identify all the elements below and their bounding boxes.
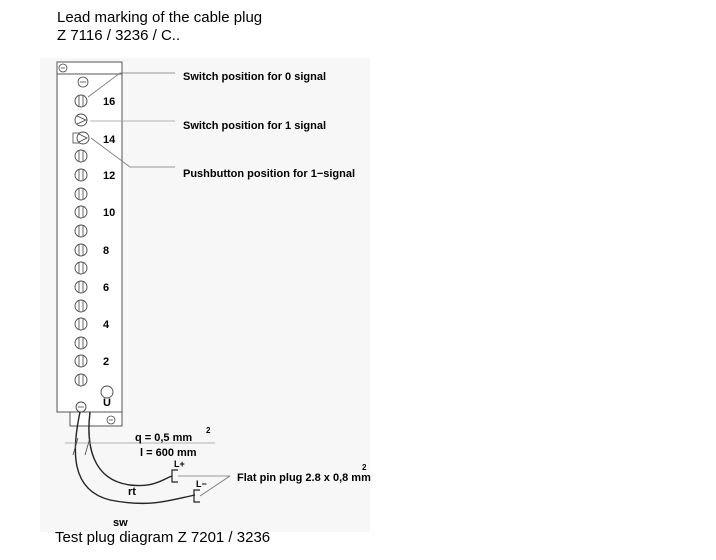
pin-number-2: 2	[103, 356, 110, 368]
pin-contact-icon	[75, 374, 87, 386]
wire-sw-label: sw	[113, 517, 128, 529]
cable-length: l = 600 mm	[140, 447, 197, 459]
pin-number-12: 12	[103, 170, 116, 182]
pin-contact-icon	[75, 355, 87, 367]
plug-lplus-label: L+	[174, 459, 185, 469]
plug-lminus-label: L−	[196, 479, 207, 489]
pin-contact-icon	[75, 262, 87, 274]
callout-pushbutton: Pushbutton position for 1−signal	[183, 168, 356, 180]
callout-switch0: Switch position for 0 signal	[183, 71, 327, 83]
pin-number-10: 10	[103, 207, 116, 219]
pin-number-16: 16	[103, 96, 116, 108]
pin-contact-icon	[75, 150, 87, 162]
pin-contact-icon	[75, 281, 87, 293]
pin-contact-icon	[75, 169, 87, 181]
pin-contact-icon	[75, 337, 87, 349]
cable-cross-section-exp: 2	[206, 426, 211, 435]
footer-caption: Test plug diagram Z 7201 / 3236	[55, 529, 271, 546]
pin-number-6: 6	[103, 282, 110, 294]
pin-contact-icon	[75, 188, 87, 200]
title-line-2: Z 7116 / 3236 / C..	[57, 27, 181, 44]
lower-screw-icon	[76, 402, 86, 412]
switch1-contact-icon	[75, 114, 87, 126]
callout-switch1: Switch position for 1 signal	[183, 120, 327, 132]
pin-u-label: U	[103, 397, 111, 409]
title-line-1: Lead marking of the cable plug	[57, 9, 263, 26]
pin-contact-icon	[75, 318, 87, 330]
pushbutton-contact-icon	[73, 132, 89, 144]
cable-cross-section: q = 0,5 mm	[135, 432, 193, 444]
flat-pin-exp: 2	[362, 463, 367, 472]
pin-number-4: 4	[103, 319, 110, 331]
wire-rt-label: rt	[128, 486, 136, 498]
flat-pin-label: Flat pin plug 2.8 x 0,8 mm	[237, 472, 371, 484]
pin-contact-icon	[75, 244, 87, 256]
plug-body	[57, 74, 122, 412]
pin-contact-icon	[75, 225, 87, 237]
pin-contact-icon	[75, 95, 87, 107]
pin-contact-icon	[75, 206, 87, 218]
pin-contact-icon	[75, 300, 87, 312]
pin-number-8: 8	[103, 245, 110, 257]
pin-number-14: 14	[103, 134, 116, 146]
